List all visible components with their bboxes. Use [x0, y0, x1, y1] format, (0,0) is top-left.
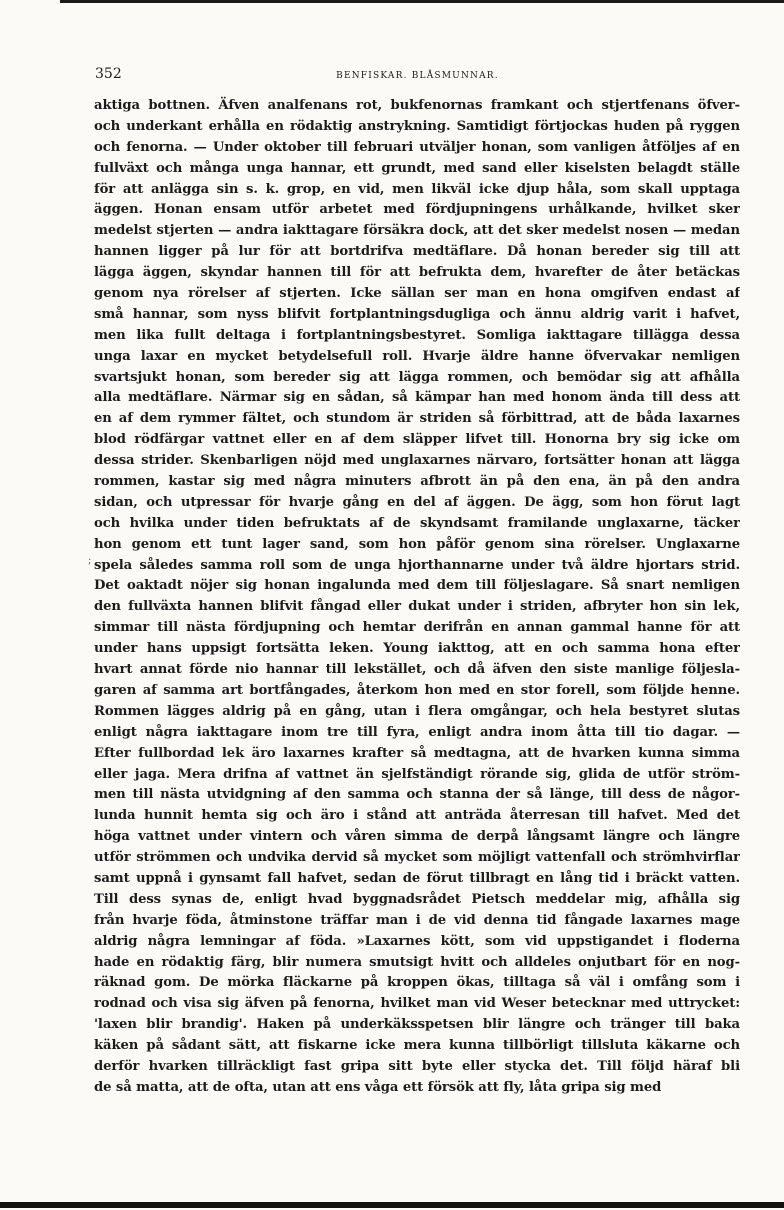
text-line: spela således samma roll som de unga hjorthannarne under två äldre hjortars strid. — [94, 557, 740, 573]
top-border-rule — [60, 0, 784, 3]
text-line: och hvilka under tiden befruktats af de skyndsamt framilande unglaxarne, täcker — [94, 515, 740, 531]
text-line: hannen ligger på lur för att bortdrifva medtäflare. Då honan bereder sig till att — [94, 244, 740, 260]
text-line: unga laxar en mycket betydelsefull roll. Hvarje äldre hanne öfvervakar nemligen — [94, 348, 740, 364]
page-number: 352 — [95, 66, 122, 82]
text-line: aktiga bottnen. Äfven analfenans rot, bukfenornas framkant och stjertfenans öfver- — [94, 98, 740, 113]
text-line: simmar till nästa fördjupning och hemtar derifrån en annan gammal hanne för att — [94, 620, 740, 636]
text-line: rommen, kastar sig med några minuters afbrott än på den ena, än på den andra — [94, 474, 740, 490]
text-line: utför strömmen och undvika dervid så mycket som möjligt vattenfall och strömhvirflar — [94, 850, 740, 866]
body-text — [94, 96, 740, 1099]
text-line: och fenorna. — Under oktober till februari utväljer honan, som vanligen åtföljes af en — [94, 139, 740, 155]
text-line: genom nya rörelser af stjerten. Icke sällan ser man en hona omgifven endast af — [94, 286, 740, 302]
page-header — [95, 64, 740, 88]
text-line: garen af samma art bortfångades, återkom hon med en stor forell, som följde henne. — [94, 682, 740, 698]
text-line: från hvarje föda, åtminstone träffar man i de vid denna tid fångade laxarnes mage — [94, 912, 740, 928]
text-line: sidan, och utpressar för hvarje gång en del af äggen. De ägg, som hon förut lagt — [94, 494, 740, 510]
text-line: alla medtäflare. Närmar sig en sådan, så kämpar han med honom ända till dess att — [94, 390, 740, 406]
text-line: under hans uppsigt fortsätta leken. Young iakttog, att en och samma hona efter — [94, 641, 740, 657]
text-line: Rommen lägges aldrig på en gång, utan i flera omgångar, och hela bestyret slutas — [94, 703, 740, 719]
text-line: de så matta, att de ofta, utan att ens våga ett försök att fly, låta gripa sig med — [94, 1079, 662, 1095]
text-line: käken på sådant sätt, att fiskarne icke mera kunna tillbörligt tillsluta käkarne och — [94, 1038, 740, 1054]
text-line: derför hvarken tillräckligt fast gripa sitt byte eller stycka det. Till följd häraf bli — [94, 1058, 740, 1074]
text-line: äggen. Honan ensam utför arbetet med fördjupningens urhålkande, hvilket sker — [94, 202, 740, 218]
text-line: hvart annat förde nio hannar till lekstället, och då äfven den siste manlige följesla- — [94, 662, 740, 678]
text-line: samt uppnå i gynsamt fall hafvet, sedan de förut tillbragt en lång tid i bräckt vatten. — [94, 870, 740, 886]
text-line: enligt några iakttagare inom tre till fyra, enligt andra inom åtta till tio dagar. — — [94, 724, 740, 740]
marginal-mark: ; — [88, 555, 92, 566]
text-line: men lika fullt deltaga i fortplantningsbestyret. Somliga iakttagare tillägga dessa — [94, 327, 740, 343]
text-line: aldrig några lemningar af föda. »Laxarnes kött, som vid uppstigandet i floderna — [94, 933, 740, 949]
text-line: för att anlägga sin s. k. grop, en vid, men likväl icke djup håla, som skall upptaga — [94, 181, 740, 197]
text-line: men till nästa utvidgning af den samma och stanna der så länge, till dess de någor- — [94, 787, 740, 803]
text-line: räknad gom. De mörka fläckarne på kroppen ökas, tilltaga så väl i omfång som i — [94, 975, 740, 991]
text-line: lunda hunnit hemta sig och äro i stånd att anträda återresan till hafvet. Med det — [94, 808, 740, 824]
text-line: Det oaktadt nöjer sig honan ingalunda med dem till följeslagare. Så snart nemligen — [94, 578, 740, 594]
text-line: Till dess synas de, enligt hvad byggnadsrådet Pietsch meddelar mig, afhålla sig — [94, 891, 740, 907]
text-line: 'laxen blir brandig'. Haken på underkäksspetsen blir längre och tränger till baka — [94, 1017, 740, 1033]
text-line: medelst stjerten — andra iakttagare försäkra dock, att det sker medelst nosen — medan — [94, 223, 740, 239]
text-line: fullväxt och många unga hannar, ett grundt, med sand eller kiselsten belagdt ställe — [94, 160, 740, 176]
text-line: hade en rödaktig färg, blir numera smutsigt hvitt och alldeles onjutbart för en nog- — [94, 954, 740, 970]
text-line: rodnad och visa sig äfven på fenorna, hvilket man vid Weser betecknar med uttrycket: — [94, 996, 740, 1012]
text-line: den fullväxta hannen blifvit fångad eller dukat under i striden, afbryter hon sin lek, — [94, 599, 740, 615]
text-line: Efter fullbordad lek äro laxarnes krafter så medtagna, att de hvarken kunna simma — [94, 745, 740, 761]
text-line: hon genom ett tunt lager sand, som hon påför genom sina rörelser. Unglaxarne — [94, 536, 740, 552]
text-line: blod rödfärgar vattnet eller en af dem släpper lifvet till. Honorna bry sig icke om — [94, 432, 740, 448]
running-head: BENFISKAR. BLÅSMUNNAR. — [336, 71, 499, 81]
text-line: svartsjukt honan, som bereder sig att lägga rommen, och bemödar sig att afhålla — [94, 369, 740, 385]
bottom-border-rule — [0, 1202, 784, 1208]
text-line: lägga äggen, skyndar hannen till för att befrukta dem, hvarefter de åter betäckas — [94, 265, 740, 281]
text-line: höga vattnet under vintern och våren simma de derpå långsamt längre och längre — [94, 829, 740, 845]
text-line: små hannar, som nyss blifvit fortplantningsdugliga och ännu aldrig varit i hafvet, — [94, 306, 740, 322]
text-line: en af dem rymmer fältet, och stundom är striden så förbittrad, att de båda laxarnes — [94, 411, 740, 427]
text-line: och underkant erhålla en rödaktig anstrykning. Samtidigt förtjockas huden på ryggen — [94, 118, 740, 134]
text-line: dessa strider. Skenbarligen nöjd med unglaxarnes närvaro, fortsätter honan att lägga — [94, 453, 740, 469]
text-line: eller jaga. Mera drifna af vattnet än sjelfständigt rörande sig, glida de utför ström- — [94, 766, 740, 782]
